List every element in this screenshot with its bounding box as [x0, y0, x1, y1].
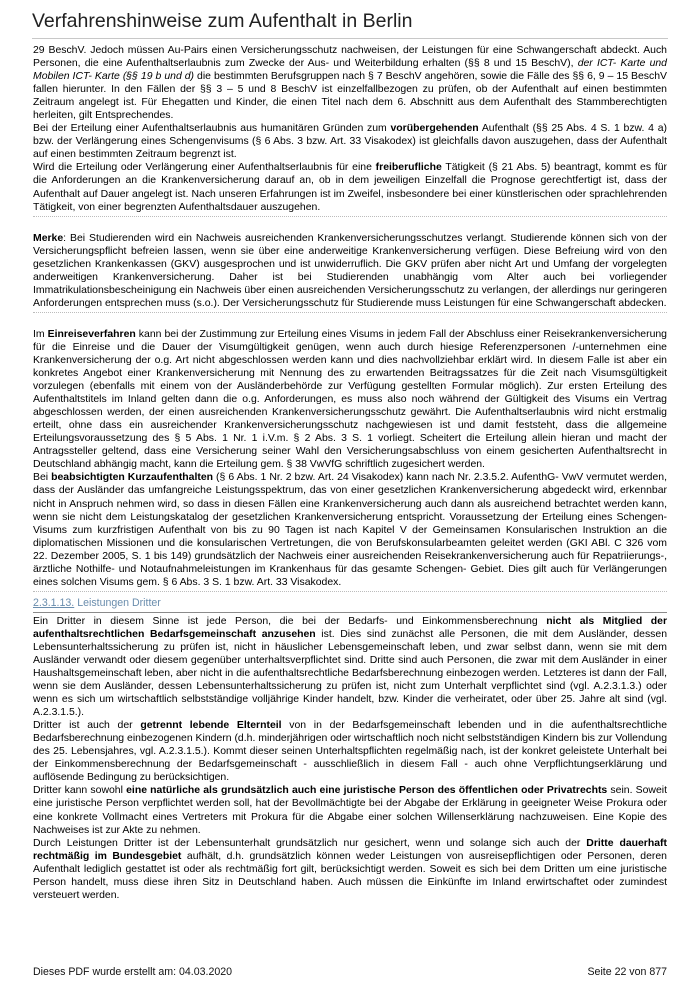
italic-text: der ICT- Karte und Mobilen ICT- Karte (§§ 19 b und d) [33, 58, 667, 83]
bold-text: eine natürliche als grundsätzlich auch eine juristische Person des öffentlichen oder Privatrechts [126, 785, 608, 797]
page-number: Seite 22 von 877 [587, 966, 667, 978]
page-header [32, 10, 668, 39]
paragraph [33, 784, 667, 836]
section-number-link[interactable]: 2.3.1.13. [33, 596, 75, 609]
bold-text: getrennt lebende Elternteil [140, 720, 282, 732]
text: Durch Leistungen Dritter ist der Lebensunterhalt grundsätzlich nur gesichert, wenn und solange sich auch der [33, 837, 587, 849]
section-title: Leistungen Dritter [77, 596, 161, 609]
text: : Bei Studierenden wird ein Nachweis ausreichenden Krankenversicherungsschutzes verlangt. Studierende können sich von der Versicherungspflicht befreien lassen, wenn sie über eine anderweitige Krankenversicherung verfügen. Diese Befreiung wird von den gesetzlichen Krankenkassen (GKV) ausgesprochen und ist unwiderruflich. Die GKV prüfen aber nicht Art und Umfang der vorgelegten anderweitigen Krankenversicherung. Daher ist bei Studierenden unabhängig vom Alter auch bei vorliegender Immatrikulationsbescheinigung ein Nachweis über einen ausreichenden Versicherungsschutz zu verlangen, der allerdings nur geringeren Anforderungen entsprechen muss (s.o.). Der Versicherungsschutz für Studierende muss Leistungen für eine Schwangerschaft abdecken. [33, 232, 667, 309]
text: aufhält, d.h. grundsätzlich können weder Leistungen von ausreisepflichtigen oder Personen, deren Aufenthalt lediglich gestattet ist oder als rechtmäßig fort gilt, berücksichtigt werden. Soweit es sich bei dem Dritten um eine juristische Person handelt, muss diese ihren Sitz in Deutschland haben. Auch müssen die Einkünfte im Inland erwirtschaftet oder zumindest versteuert werden. [33, 850, 667, 901]
text: kann bei der Zustimmung zur Erteilung eines Visums in jedem Fall der Abschluss einer Reisekrankenversicherung für die Einreise und die Dauer der Visumgültigkeit genügen, wenn auch durch hiesige Referenzpersonen /-unternehmen eine Krankenversicherung der o.g. Art nicht abgeschlossen werden kann und dies nachvollziehbar erklärt wird. In diesem Falle ist aber ein konkretes Angebot einer Krankenversicherung mit Nennung des zu erwartenden Beitragssatzes für die Zeit nach Visumsgültigkeit vorzulegen (ebenfalls mit einem von der Ausländerbehörde zur Verfügung gestellten Formular möglich). Zur ersten Erteilung des Aufenthaltstitels im Inland gelten dann die o.g. Anforderungen, es muss also noch während der Gültigkeit des Visums ein Vertrag abgeschlossen werden, der einen ausreichenden Krankenversicherungsschutz gewährt. Die Aufenthaltserlaubnis wird nicht erstmalig erteilt, ohne dass ein ausreichender Krankenversicherungsschutz nachgewiesen ist und damit feststeht, dass die allgemeine Erteilungsvoraussetzung des § 5 Abs. 1 Nr. 1 i.V.m. § 2 Abs. 3 S. 1 vorliegt. Scheitert die Erteilung allein hieran und macht der Antragssteller geltend, dass eine Versicherung seiner Wahl den Versicherungsabschluss von einem gesicherten Aufenthaltsrecht in Deutschland abhängig macht, kann die Erteilung gem. § 38 VwVfG schriftlich zugesichert werden. [33, 328, 667, 471]
paragraph [33, 837, 667, 902]
bold-text: Dritte dauerhaft rechtmäßig im Bundesgebiet [33, 837, 667, 862]
text: 29 BeschV. Jedoch müssen Au-Pairs einen Versicherungsschutz nachweisen, der Leistungen für eine Schwangerschaft abdeckt. Auch Personen, die eine Aufenthaltserlaubnis zum Zwecke der Aus- und Weiterbildung erhalten (§§ 8 und 15 BeschV), [33, 45, 667, 70]
text: Bei der Erteilung einer Aufenthaltserlaubnis aus humanitären Gründen zum [33, 123, 391, 135]
bold-text: nicht als Mitglied der aufenthaltsrechtlichen Bedarfsgemeinschaft anzusehen [33, 615, 668, 640]
paragraph [33, 161, 667, 213]
divider [33, 612, 667, 613]
paragraph [33, 44, 667, 122]
text: sein. Soweit eine juristische Person verpflichtet werden soll, hat der Bevollmächtigte bei der Abgabe der Erklärung in geeigneter Weise Prokura oder eine konkrete Vollmacht eines Vertreters mit Prokura für die Abgabe einer solchen Willenserklärung nachzuweisen. Eine Kopie des Nachweises ist zur Akte zu nehmen. [33, 785, 667, 836]
text: Bei [33, 472, 52, 484]
section-heading [33, 596, 667, 610]
text: Aufenthalt (§§ 25 Abs. 4 S. 1 bzw. 4 a) bzw. der Verlängerung eines Schengenvisums (§ 6 Abs. 3 bzw. Art. 33 Visakodex) ist gleichfalls davon auszugehen, dass der Aufenthalt auf einen bestimmten Zeitraum begrenzt ist. [33, 123, 667, 161]
text: Ein Dritter in diesem Sinne ist jede Person, die bei der Bedarfs- und Einkommensberechnung [33, 615, 547, 627]
paragraph [33, 328, 667, 472]
bold-text: freiberufliche [375, 162, 442, 174]
paragraph [33, 122, 667, 161]
text: von in der Bedarfsgemeinschaft lebenden und in die aufenthaltsrechtliche Bedarfsberechnung einbezogenen Kindern (d.h. minderjährigen oder wirtschaftlich noch nicht selbstständigen Kindern bis zur Vollendung des 25. Lebensjahres, vgl. A.2.3.1.5.). Kommt dieser seinen Unterhaltspflichten regelmäßig nach, ist der konkret geleistete Unterhalt bei der Einkommensberechnung der Bedarfsgemeinschaft - ausschließlich in diesem Fall - auch ohne Verpflichtungserklärung und auflösende Bedingung zu berücksichtigen. [33, 720, 668, 784]
page-title: Verfahrenshinweise zum Aufenthalt in Berlin [32, 10, 413, 32]
text: ist. Dies sind zunächst alle Personen, die mit dem Ausländer, dessen Lebensunterhaltssicherung zu prüfen ist, nicht in häuslicher Lebensgemeinschaft leben, und zwar selbst dann, wenn sie mit dem Ausländer verwandt oder diesem gegenüber unterhaltsverpflichtet sind. Dritte sind auch Personen, die zwar mit dem Ausländer in einer Haushaltsgemeinschaft leben, aber nicht in die aufenthaltsrechtliche Bedarfsberechnung einbezogen werden. Letzteres ist dann der Fall, wenn sie dem Ausländer, dessen Lebensunterhaltssicherung zu prüfen ist, nicht zum Unterhalt verpflichtet sind (vgl. A.2.3.1.3.) oder wenn es sich um wirtschaftlich selbstständige volljährige Kinder handelt, bzw. Kinder die verheiratet, oder über 25. Jahre alt sind (vgl. A.2.3.1.5.). [33, 628, 667, 719]
divider [33, 312, 667, 313]
creation-date: Dieses PDF wurde erstellt am: 04.03.2020 [33, 966, 233, 978]
divider [33, 216, 667, 217]
paragraph [33, 471, 667, 588]
text: (§ 6 Abs. 1 Nr. 2 bzw. Art. 24 Visakodex) kann nach Nr. 2.3.5.2. AufenthG- VwV vermutet werden, dass der Ausländer das umfangreiche Leistungsspektrum, das von einer gesetzlichen Krankenversicherung abgedeckt wird, erkennbar nicht in Anspruch nehmen wird, so dass in diesen Fällen eine Krankenversicherung auch dann als ausreichend betrachtet werden kann, wenn sie nicht dem Leistungskatalog der gesetzlichen Krankenversicherung entspricht. Voraussetzung der Erteilung eines Schengen-Visums zum kurzfristigen Aufenthalt von bis zu 90 Tagen ist nach Kapitel V der Gemeinsamen Konsularischen Instruktion an die diplomatischen Missionen und die konsularischen Vertretungen, die von Berufskonsularbeamten geleitet werden (GKI ABl. C 326 vom 22. Dezember 2005, S. 1 bis 149) grundsätzlich der Nachweis einer ausreichenden Reisekrankenversicherung auch für Repatriierungs-, ärztliche Nothilfe- und Notaufnahmeleistungen im Krankenhaus für das gesamte Schengen- Gebiet. Dies gilt auch für Verlängerungen eines solchen Visums gem. § 6 Abs. 3 S. 1 bzw. Art. 33 Visakodex. [33, 472, 667, 588]
text: Tätigkeit (§ 21 Abs. 5) beantragt, kommt es für die Anforderungen an die Krankenversicherung darauf an, ob in dem jeweiligen Einzelfall die Prognose gerechtfertigt ist, dass der Aufenthalt auf Dauer angelegt ist. Nach unseren Erfahrungen ist im Zweifel, insbesondere bei einer künstlerischen oder sprachlehrenden Tätigkeit, von einer begrenzten Aufenthaltsdauer auszugehen. [33, 162, 667, 213]
text: Wird die Erteilung oder Verlängerung einer Aufenthaltserlaubnis für eine [33, 162, 376, 174]
text: Dritter ist auch der [33, 720, 141, 732]
text: Dritter kann sowohl [33, 785, 127, 797]
paragraph [33, 615, 667, 719]
paragraph [33, 232, 667, 310]
bold-text: Einreiseverfahren [47, 328, 136, 340]
bold-text: Merke [33, 232, 64, 244]
document-body [33, 44, 667, 902]
text: die bestimmten Berufsgruppen nach § 7 BeschV angehören, sowie die Fälle des §§ 6, 9 – 15 BeschV fallen hierunter. In den Fällen der §§ 3 – 5 und 8 BeschV ist einzelfallbezogen zu prüfen, ob der Aufenthalt auf einen bestimmten Zeitraum angelegt ist. Für Ehegatten und Kinder, die einen Titel nach dem 6. Abschnitt aus dem Aufenthalt des Stammberechtigten herleiten, gilt Entsprechendes. [33, 71, 667, 122]
divider [33, 591, 667, 592]
page-footer [33, 966, 667, 978]
paragraph [33, 719, 667, 784]
bold-text: beabsichtigten Kurzaufenthalten [51, 472, 214, 484]
bold-text: vorübergehenden [390, 123, 479, 135]
text: Im [33, 328, 48, 340]
